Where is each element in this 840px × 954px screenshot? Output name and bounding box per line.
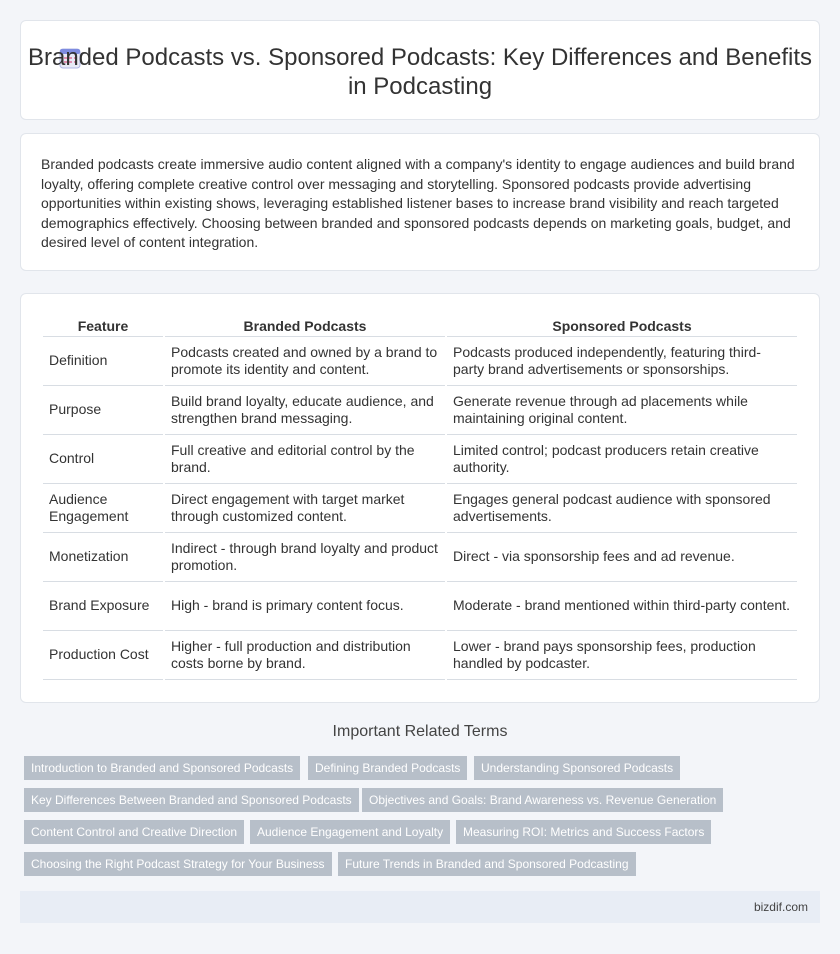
related-terms-title: Important Related Terms xyxy=(332,723,508,740)
table-row xyxy=(43,386,797,435)
title-card xyxy=(20,20,820,120)
feature-cell: Audience Engagement xyxy=(43,484,163,533)
sponsored-cell: Podcasts produced independently, featuring third-party brand advertisements or sponsorships. xyxy=(447,337,797,386)
related-term-tag[interactable]: Introduction to Branded and Sponsored Podcasts xyxy=(24,756,300,780)
feature-cell: Purpose xyxy=(43,386,163,435)
header-feature: Feature xyxy=(43,316,163,337)
feature-cell: Control xyxy=(43,435,163,484)
related-term-tag[interactable]: Key Differences Between Branded and Sponsored Podcasts xyxy=(24,788,359,812)
branded-cell: Indirect - through brand loyalty and product promotion. xyxy=(165,533,445,582)
page-title: Branded Podcasts vs. Sponsored Podcasts: Key Differences and Benefits in Podcasting xyxy=(27,44,812,100)
branded-cell: Build brand loyalty, educate audience, and strengthen brand messaging. xyxy=(165,386,445,435)
sponsored-cell: Lower - brand pays sponsorship fees, production handled by podcaster. xyxy=(447,631,797,680)
related-term-tag[interactable]: Future Trends in Branded and Sponsored Podcasting xyxy=(338,852,636,876)
table-row xyxy=(43,533,797,582)
sponsored-cell: Moderate - brand mentioned within third-party content. xyxy=(447,582,797,631)
comparison-card xyxy=(20,293,820,703)
branded-cell: Higher - full production and distribution costs borne by brand. xyxy=(165,631,445,680)
sponsored-cell: Limited control; podcast producers retain creative authority. xyxy=(447,435,797,484)
table-row xyxy=(43,631,797,680)
site-name[interactable]: bizdif.com xyxy=(753,900,808,914)
table-row xyxy=(43,435,797,484)
summary-card xyxy=(20,133,820,271)
related-term-tag[interactable]: Audience Engagement and Loyalty xyxy=(250,820,450,844)
footer xyxy=(20,891,820,923)
header-sponsored: Sponsored Podcasts xyxy=(447,316,797,337)
table-header-row xyxy=(43,316,797,337)
sponsored-cell: Engages general podcast audience with sponsored advertisements. xyxy=(447,484,797,533)
related-term-tag[interactable]: Measuring ROI: Metrics and Success Factors xyxy=(456,820,711,844)
feature-cell: Monetization xyxy=(43,533,163,582)
sponsored-cell: Generate revenue through ad placements while maintaining original content. xyxy=(447,386,797,435)
feature-cell: Production Cost xyxy=(43,631,163,680)
comparison-table xyxy=(41,316,799,680)
related-term-tag[interactable]: Content Control and Creative Direction xyxy=(24,820,244,844)
sponsored-cell: Direct - via sponsorship fees and ad revenue. xyxy=(447,533,797,582)
table-row xyxy=(43,337,797,386)
related-term-tag[interactable]: Objectives and Goals: Brand Awareness vs. Revenue Generation xyxy=(362,788,723,812)
table-row xyxy=(43,582,797,631)
related-term-tag[interactable]: Understanding Sponsored Podcasts xyxy=(474,756,680,780)
branded-cell: Podcasts created and owned by a brand to promote its identity and content. xyxy=(165,337,445,386)
branded-cell: Direct engagement with target market through customized content. xyxy=(165,484,445,533)
feature-cell: Brand Exposure xyxy=(43,582,163,631)
related-term-tag[interactable]: Defining Branded Podcasts xyxy=(308,756,467,780)
summary-text: Branded podcasts create immersive audio content aligned with a company's identity to engage audiences and build brand loyalty, offering complete creative control over messaging and storytelling. Sponsored podcasts provide advertising opportunities within existing shows, leveraging established listener bases to increase brand visibility and reach targeted demographics effectively. Choosing between branded and sponsored podcasts depends on marketing goals, budget, and desired level of content integration. xyxy=(41,156,795,251)
header-branded: Branded Podcasts xyxy=(165,316,445,337)
related-term-tag[interactable]: Choosing the Right Podcast Strategy for Your Business xyxy=(24,852,332,876)
feature-cell: Definition xyxy=(43,337,163,386)
table-row xyxy=(43,484,797,533)
branded-cell: High - brand is primary content focus. xyxy=(165,582,445,631)
branded-cell: Full creative and editorial control by the brand. xyxy=(165,435,445,484)
